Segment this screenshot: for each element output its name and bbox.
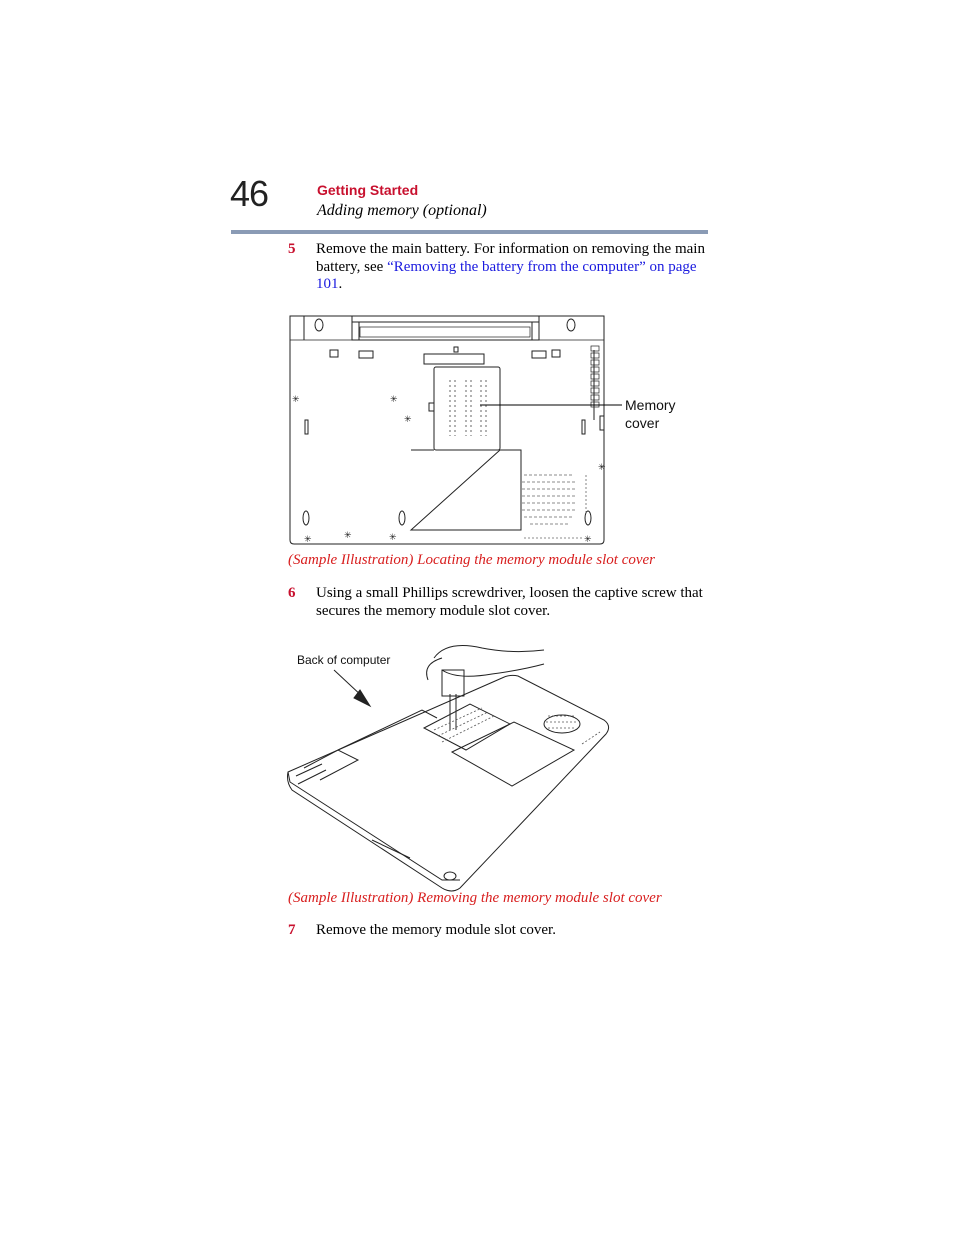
step-text-before: Remove the main battery. For information on removing the main battery, see xyxy=(316,241,705,275)
battery-link[interactable]: “Removing the battery from the computer” on page 101 xyxy=(316,258,697,292)
back-of-computer-callout: Back of computer xyxy=(297,653,391,667)
step-number: 6 xyxy=(288,585,296,601)
svg-text:✳: ✳ xyxy=(304,534,312,544)
svg-text:✳: ✳ xyxy=(404,414,412,424)
svg-text:✳: ✳ xyxy=(344,530,352,540)
laptop-bottom-illustration xyxy=(284,310,614,550)
callout-line-2: cover xyxy=(625,415,660,431)
step-number: 7 xyxy=(288,922,296,938)
svg-text:✳: ✳ xyxy=(292,394,300,404)
step-text: Using a small Phillips screwdriver, loosen the captive screw that secures the memory module slot cover. xyxy=(316,585,703,619)
figure-caption-1: (Sample Illustration) Locating the memory module slot cover xyxy=(288,552,656,568)
subsection-title: Adding memory (optional) xyxy=(317,202,487,219)
step-text-after: . xyxy=(338,276,343,292)
header-rule xyxy=(231,230,708,234)
svg-text:✳: ✳ xyxy=(584,534,592,544)
memory-cover-leader xyxy=(480,400,625,410)
step-text: Remove the memory module slot cover. xyxy=(316,922,556,938)
section-title: Getting Started xyxy=(317,182,419,198)
screwdriver-illustration xyxy=(282,640,622,895)
memory-cover-callout xyxy=(625,396,676,432)
page-number: 46 xyxy=(230,173,269,214)
svg-text:✳: ✳ xyxy=(389,532,397,542)
step-number: 5 xyxy=(288,241,296,257)
svg-text:✳: ✳ xyxy=(598,462,606,472)
callout-line-1: Memory xyxy=(625,397,676,413)
figure-caption-2: (Sample Illustration) Removing the memory module slot cover xyxy=(288,890,662,906)
step-text xyxy=(316,241,708,294)
svg-text:✳: ✳ xyxy=(390,394,398,404)
